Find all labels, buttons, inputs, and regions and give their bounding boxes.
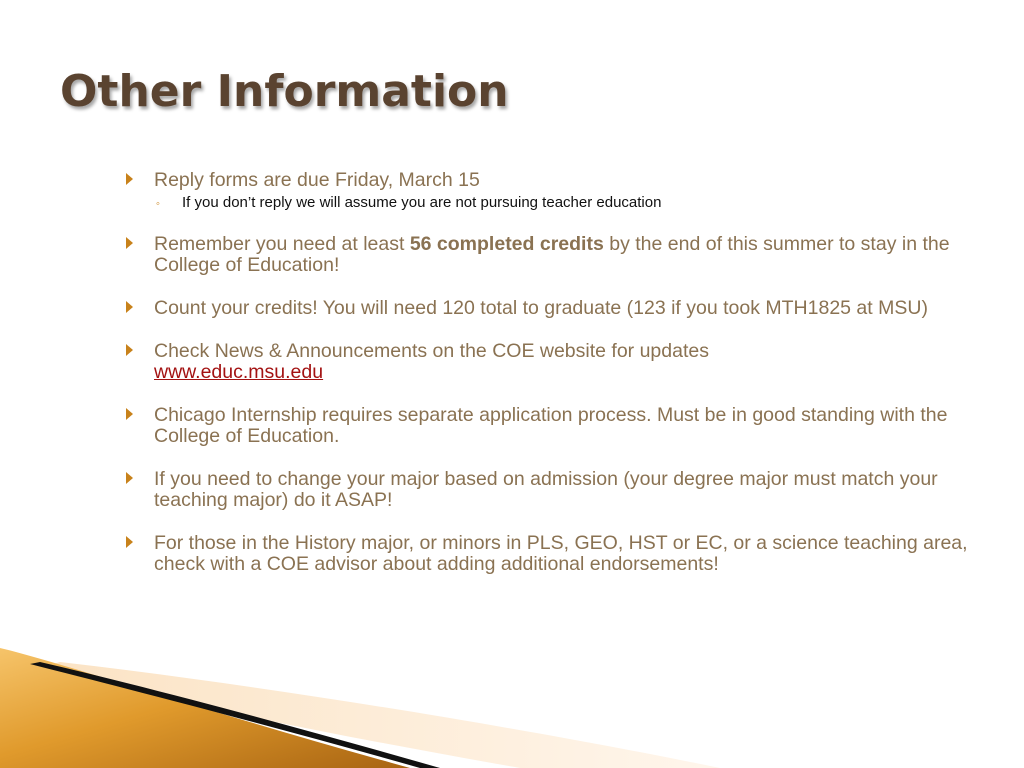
slide-title: Other Information <box>60 66 509 117</box>
bullet-list <box>126 170 976 597</box>
triangle-bullet-icon <box>126 173 133 185</box>
bullet-text: Chicago Internship requires separate application process. Must be in good standing with the College of Education. <box>154 404 948 447</box>
bullet-text-pre: Remember you need at least <box>154 233 410 255</box>
bullet-item <box>126 405 976 447</box>
bullet-item <box>126 469 976 511</box>
triangle-bullet-icon <box>126 301 133 313</box>
triangle-bullet-icon <box>126 536 133 548</box>
triangle-bullet-icon <box>126 344 133 356</box>
bullet-item <box>126 170 976 212</box>
triangle-bullet-icon <box>126 408 133 420</box>
bullet-item <box>126 298 976 319</box>
circle-bullet-icon: ◦ <box>156 198 160 210</box>
bullet-item <box>126 234 976 276</box>
bullet-text-post: by the end of this summer to stay in the College of Education! <box>154 233 950 276</box>
bullet-item <box>126 341 976 383</box>
bullet-text: For those in the History major, or minors in PLS, GEO, HST or EC, or a science teaching area, check with a COE advisor about adding additional endorsements! <box>154 532 968 575</box>
sub-bullet-text: If you don’t reply we will assume you are not pursuing teacher education <box>182 194 662 211</box>
bullet-text: Reply forms are due Friday, March 15 <box>154 169 480 191</box>
coe-website-link[interactable]: www.educ.msu.edu <box>154 361 324 383</box>
bullet-text: Count your credits! You will need 120 total to graduate (123 if you took MTH1825 at MSU) <box>154 297 928 319</box>
triangle-bullet-icon <box>126 472 133 484</box>
bullet-item <box>126 533 976 575</box>
bullet-text-bold: 56 completed credits <box>409 233 604 255</box>
bullet-text: Check News & Announcements on the COE website for updates <box>154 340 709 362</box>
sub-bullet-item <box>154 194 976 212</box>
triangle-bullet-icon <box>126 237 133 249</box>
bullet-text: If you need to change your major based on admission (your degree major must match your teaching major) do it ASAP! <box>154 468 938 511</box>
